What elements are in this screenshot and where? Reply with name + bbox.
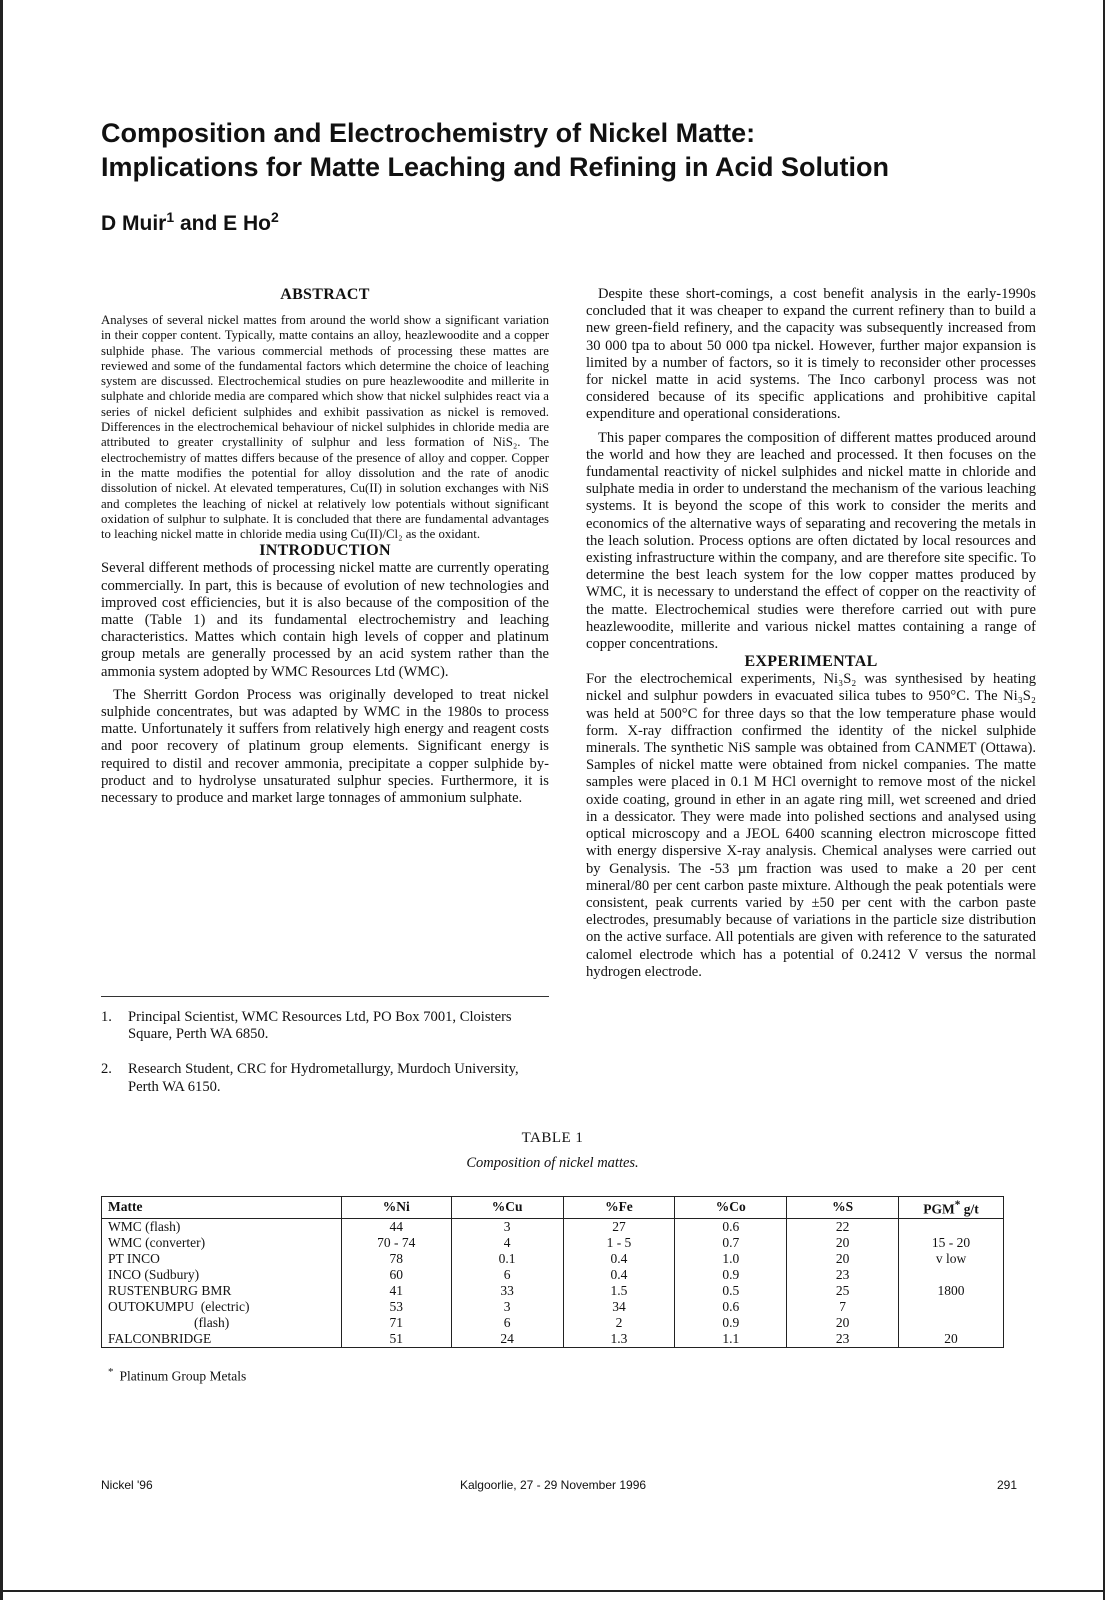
table-cell: 44 xyxy=(341,1218,451,1235)
table-cell: 22 xyxy=(787,1218,899,1235)
table-cell: 23 xyxy=(787,1267,899,1283)
column-header: %Ni xyxy=(341,1197,451,1219)
column-header xyxy=(899,1197,1004,1219)
table-row xyxy=(102,1331,1004,1348)
table-cell: 6 xyxy=(451,1267,563,1283)
author-connector: and xyxy=(179,212,218,235)
table-footnote xyxy=(108,1366,246,1385)
table-cell: 60 xyxy=(341,1267,451,1283)
table-cell xyxy=(899,1267,1004,1283)
table-cell: 0.4 xyxy=(563,1251,675,1267)
experimental-paragraph-1: For the electrochemical experiments, Ni₃S₂ was synthesised by heating nickel and sulphur powders in evacuated silica tubes to 950°C. The Ni₃S₂ was held at 500°C for three days so that the low temperature phase would form. X-ray diffraction confirmed the identity of the nickel sulphide minerals. The synthetic NiS sample was obtained from CANMET (Ottawa). Samples of nickel matte were obtained from nickel companies. The matte samples were placed in 0.1 M HCl overnight to remove most of the nickel oxide coating, ground in ether in an agate ring mill, wet screened and dried in a dessicator. They were made into polished sections and analysed using optical microscopy and a JEOL 6400 scanning electron microscope fitted with energy dispersive X-ray analysis. Chemical analyses were carried out by Genalysis. The -53 µm fraction was used to make a 20 per cent mineral/80 per cent carbon paste mixture. Although the peak potentials were consistent, peak currents varied by ±50 per cent with the carbon paste electrodes, presumably because of variations in the particle size distribution on the active surface. All potentials are given with reference to the saturated calomel electrode which has a potential of 0.2412 V versus the normal hydrogen electrode. xyxy=(586,671,1036,980)
table-row xyxy=(102,1235,1004,1251)
table-footnote-mark: * xyxy=(108,1366,114,1378)
introduction-paragraph-1: Several different methods of processing nickel matte are currently operating commercially. In part, this is because of evolution of new technologies and improved cost efficiencies, but it is also because of the composition of the matte (Table 1) and its fundamental electrochemistry and leaching characteristics. Mattes which contain high levels of copper and platinum group metals are generally processed by an acid system rather than the ammonia system adopted by WMC Resources Ltd (WMC). xyxy=(101,560,549,680)
column-header: %Co xyxy=(675,1197,787,1219)
footnote-rule xyxy=(101,996,549,997)
table-cell: 24 xyxy=(451,1331,563,1348)
table-cell: 27 xyxy=(563,1218,675,1235)
table-cell: 20 xyxy=(787,1235,899,1251)
footnote-text: Principal Scientist, WMC Resources Ltd, PO Box 7001, Cloisters Square, Perth WA 6850. xyxy=(128,1009,512,1043)
table-cell: 33 xyxy=(451,1283,563,1299)
table-cell: 1.5 xyxy=(563,1283,675,1299)
table-cell: WMC (converter) xyxy=(102,1235,342,1251)
table-cell: 1.0 xyxy=(675,1251,787,1267)
table-cell: 0.4 xyxy=(563,1267,675,1283)
table-cell: WMC (flash) xyxy=(102,1218,342,1235)
page-number: 291 xyxy=(996,1478,1017,1492)
table-row xyxy=(102,1299,1004,1315)
table-cell: 15 - 20 xyxy=(899,1235,1004,1251)
affiliation-footnotes xyxy=(101,996,549,1114)
authors xyxy=(101,204,279,237)
page-edge-bottom xyxy=(0,1590,1105,1592)
footnote-item xyxy=(101,1061,549,1095)
table-row xyxy=(102,1283,1004,1299)
table-cell: 70 - 74 xyxy=(341,1235,451,1251)
pgm-header-label: PGM xyxy=(923,1201,955,1217)
table-cell: 2 xyxy=(563,1315,675,1331)
author-1: D Muir xyxy=(101,212,167,235)
table-cell: 3 xyxy=(451,1299,563,1315)
abstract-text: Analyses of several nickel mattes from around the world show a significant variation in their copper content. Typically, matte contains an alloy, heazlewoodite and a copper sulphide phase. The various commercial methods of processing these mattes are reviewed and some of the fundamental factors which determine the choice of leaching system are discussed. Electrochemical studies on pure heazlewoodite and millerite in sulphate and chloride media are compared which show that nickel sulphides react via a series of nickel deficient sulphides and exhibit passivation as nickel is removed. Differences in the electrochemical behaviour of nickel sulphides in chloride media are attributed to greater crystallinity of sulphur and less formation of NiS₂. The electrochemistry of mattes differs because of the presence of alloy and copper. Copper in the matte modifies the potential for alloy dissolution and the rate of anodic dissolution of nickel. At elevated temperatures, Cu(II) in solution exchanges with NiS and completes the leaching of nickel at relatively low potentials without significant oxidation of sulphur to sulphate. It is concluded that there are fundamental advantages to leaching nickel matte in chloride media using Cu(II)/Cl₂ as the oxidant. xyxy=(101,313,549,542)
table-row xyxy=(102,1267,1004,1283)
pgm-header-mark: * xyxy=(954,1199,961,1211)
column-header: %Cu xyxy=(451,1197,563,1219)
introduction-paragraph-2: The Sherritt Gordon Process was originally developed to treat nickel sulphide concentrates, but was adapted by WMC in the 1980s to process matte. Unfortunately it suffers from relatively high energy and reagent costs and poor recovery of platinum group elements. Significant energy is required to distil and recover ammonia, precipitate a copper sulphide by-product and to hydrolyse unsaturated sulphur species. Furthermore, it is necessary to produce and market large tonnages of ammonium sulphate. xyxy=(101,686,549,807)
right-paragraph-1: Despite these short-comings, a cost benefit analysis in the early-1990s concluded that it was cheaper to expand the current refinery than to build a new green-field refinery, and the capacity was subsequently increased from 30 000 tpa to about 50 000 tpa nickel. However, further major expansion is limited by a number of factors, so it is timely to reconsider other processes for nickel matte in acid systems. The Inco carbonyl process was not considered because of its specific applications and prohibitive capital expenditure and operational considerations. xyxy=(586,286,1036,423)
right-column xyxy=(586,286,1036,981)
table-cell xyxy=(899,1315,1004,1331)
footnote-text: Research Student, CRC for Hydrometallurgy, Murdoch University, Perth WA 6150. xyxy=(128,1061,519,1095)
table-cell: 1 - 5 xyxy=(563,1235,675,1251)
table-cell: 1.3 xyxy=(563,1331,675,1348)
right-paragraph-2: This paper compares the composition of different mattes produced around the world and how they are leached and processed. It then focuses on the fundamental reactivity of nickel sulphides and nickel matte in chloride and sulphate media in order to understand the mechanism of the various leaching systems. It is beyond the scope of this work to consider the merits and economics of the alternative ways of separating and recovering the metals in the leach solution. Process options are often dictated by local resources and existing infrastructure within the company, and are therefore site specific. To determine the best leach system for the low copper mattes produced by WMC, it is necessary to understand the effect of copper on the reactivity of the matte. Electrochemical studies were therefore carried out with pure heazlewoodite, millerite and various nickel mattes containing a range of copper concentrations. xyxy=(586,429,1036,653)
page-edge-left xyxy=(0,0,3,1600)
left-column xyxy=(101,286,549,807)
table-cell: 20 xyxy=(899,1331,1004,1348)
title-line-2: Implications for Matte Leaching and Refining in Acid Solution xyxy=(101,152,890,182)
table-cell: 53 xyxy=(341,1299,451,1315)
table-cell: 23 xyxy=(787,1331,899,1348)
table-cell: (flash) xyxy=(102,1315,342,1331)
table-description: Composition of nickel mattes. xyxy=(466,1155,639,1171)
table-cell: OUTOKUMPU (electric) xyxy=(102,1299,342,1315)
abstract-heading: ABSTRACT xyxy=(280,286,370,303)
table-cell: 0.6 xyxy=(675,1218,787,1235)
table-cell: 0.1 xyxy=(451,1251,563,1267)
author-1-affiliation-mark: 1 xyxy=(166,209,175,225)
table-label: TABLE 1 xyxy=(521,1130,584,1146)
table-footnote-text: Platinum Group Metals xyxy=(119,1368,247,1384)
footnote-item xyxy=(101,1009,549,1043)
table-cell: 1800 xyxy=(899,1283,1004,1299)
table-cell: v low xyxy=(899,1251,1004,1267)
table-cell: INCO (Sudbury) xyxy=(102,1267,342,1283)
experimental-heading: EXPERIMENTAL xyxy=(744,653,878,671)
table-cell: 0.9 xyxy=(675,1267,787,1283)
table-cell: 0.7 xyxy=(675,1235,787,1251)
table-cell: 71 xyxy=(341,1315,451,1331)
table-header-row xyxy=(102,1197,1004,1219)
table-cell: 51 xyxy=(341,1331,451,1348)
table-cell xyxy=(899,1299,1004,1315)
table-cell xyxy=(899,1218,1004,1235)
table-cell: 25 xyxy=(787,1283,899,1299)
author-2: E Ho xyxy=(223,212,271,235)
pgm-header-unit: g/t xyxy=(960,1201,979,1217)
table-cell: 41 xyxy=(341,1283,451,1299)
table-cell: 6 xyxy=(451,1315,563,1331)
table-cell: 0.5 xyxy=(675,1283,787,1299)
column-header: Matte xyxy=(102,1197,342,1219)
table-row xyxy=(102,1315,1004,1331)
table-cell: 0.6 xyxy=(675,1299,787,1315)
table-cell: FALCONBRIDGE xyxy=(102,1331,342,1348)
matte-composition-table xyxy=(101,1196,1004,1348)
title-line-1: Composition and Electrochemistry of Nickel Matte: xyxy=(101,118,756,148)
table-cell: RUSTENBURG BMR xyxy=(102,1283,342,1299)
table-cell: 20 xyxy=(787,1315,899,1331)
table-cell: 1.1 xyxy=(675,1331,787,1348)
table-cell: 3 xyxy=(451,1218,563,1235)
table-cell: 0.9 xyxy=(675,1315,787,1331)
footnote-number: 1. xyxy=(101,1009,112,1025)
column-header: %Fe xyxy=(563,1197,675,1219)
table-cell: 4 xyxy=(451,1235,563,1251)
footer-location-date: Kalgoorlie, 27 - 29 November 1996 xyxy=(459,1478,647,1492)
table-row xyxy=(102,1218,1004,1235)
footer-conference: Nickel '96 xyxy=(101,1478,153,1492)
table-cell: 78 xyxy=(341,1251,451,1267)
table-cell: 20 xyxy=(787,1251,899,1267)
column-header: %S xyxy=(787,1197,899,1219)
table-row xyxy=(102,1251,1004,1267)
author-2-affiliation-mark: 2 xyxy=(271,209,279,225)
table-cell: PT INCO xyxy=(102,1251,342,1267)
introduction-heading: INTRODUCTION xyxy=(259,542,391,560)
footnote-number: 2. xyxy=(101,1061,112,1078)
table-cell: 34 xyxy=(563,1299,675,1315)
table-cell: 7 xyxy=(787,1299,899,1315)
table-caption xyxy=(101,1130,1004,1172)
paper-title xyxy=(101,116,1041,184)
